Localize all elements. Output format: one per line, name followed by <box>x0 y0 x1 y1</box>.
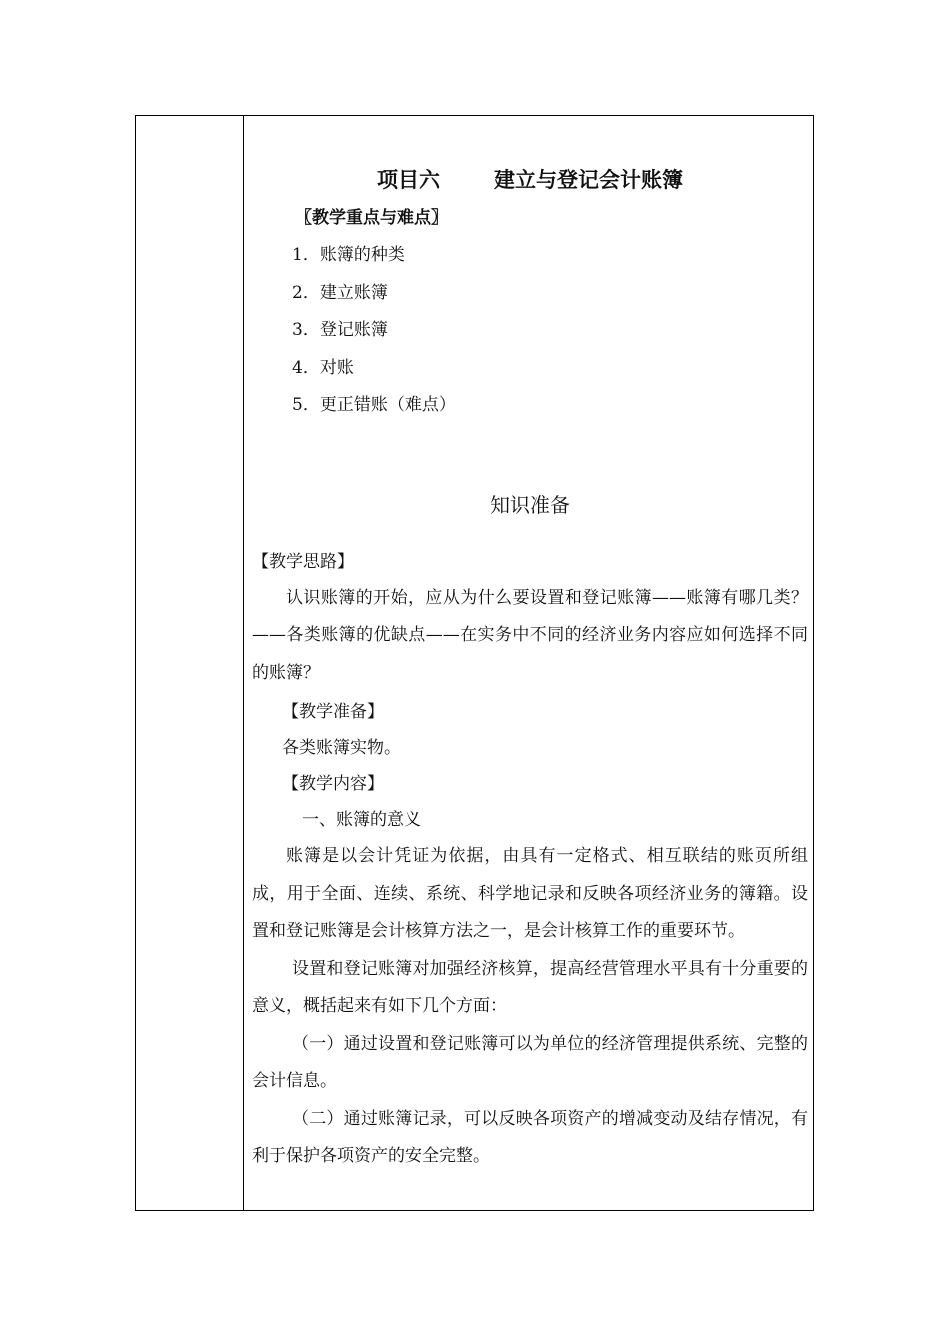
list-item: 4．对账 <box>292 357 354 378</box>
paragraph: （二）通过账簿记录，可以反映各项资产的增减变动及结存情况，有利于保护各项资产的安全完整。 <box>252 1108 808 1166</box>
teaching-prep-label: 【教学准备】 <box>282 702 384 722</box>
content-cell <box>252 160 808 1176</box>
page-title <box>252 160 808 200</box>
teaching-idea-label: 【教学思路】 <box>252 551 354 572</box>
teaching-prep-text: 各类账簿实物。 <box>282 738 401 758</box>
teaching-content-label: 【教学内容】 <box>282 774 384 794</box>
column-divider <box>243 115 244 1211</box>
paragraph: 设置和登记账簿对加强经济核算，提高经营管理水平具有十分重要的意义，概括起来有如下几个方面： <box>252 958 808 1016</box>
sub-heading: 一、账簿的意义 <box>302 810 421 830</box>
list-item: 2．建立账簿 <box>292 282 388 303</box>
list-item: 5．更正错账（难点） <box>292 395 456 415</box>
list-item: 3．登记账簿 <box>292 320 388 340</box>
paragraph: 账簿是以会计凭证为依据，由具有一定格式、相互联结的账页所组成，用于全面、连续、系统、科学地记录和反映各项经济业务的簿籍。设置和登记账簿是会计核算方法之一，是会计核算工作的重要环节。 <box>252 846 808 941</box>
list-item: 1．账簿的种类 <box>292 245 405 265</box>
teaching-idea-text: 认识账簿的开始，应从为什么要设置和登记账簿——账簿有哪几类？——各类账簿的优缺点——在实务中不同的经济业务内容应如何选择不同的账簿？ <box>252 587 808 683</box>
section-title: 知识准备 <box>490 492 570 517</box>
title-part2: 建立与登记会计账簿 <box>494 167 683 192</box>
key-points-heading: 〖教学重点与难点〗 <box>295 208 448 228</box>
paragraph: （一）通过设置和登记账簿可以为单位的经济管理提供系统、完整的会计信息。 <box>252 1033 808 1091</box>
title-part1: 项目六 <box>377 167 440 192</box>
